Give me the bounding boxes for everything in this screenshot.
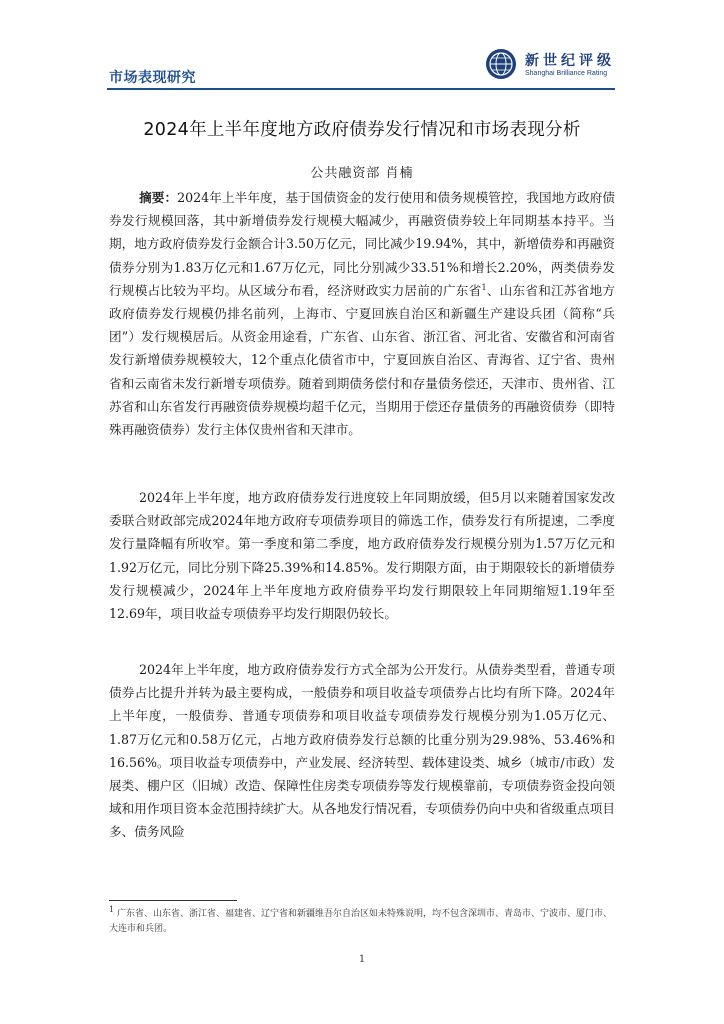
author-line: 公共融资部 肖楠 <box>310 166 414 181</box>
logo-chinese-name: 新世纪评级 <box>525 53 615 69</box>
logo-english-name: Shanghai Brilliance Rating <box>525 70 608 77</box>
abstract-text-part-1: 2024年上半年度，基于国债资金的发行使用和债务规模管控，我国地方政府债券发行规模回落，其中新增债券发行规模大幅减少，再融资债券较上年同期基本持平。当期，地方政府债券发行金额合计3.50万亿元，同比减少19.94%，其中，新增债券和再融资债券分别为1.83万亿元和1.67万亿元，同比分别减少33.51%和增长2.20%，两类债券发行规模占比较为平均。从区域分布看，经济财政实力居前的广东省 <box>109 190 615 298</box>
paragraph-3-text: 2024年上半年度，地方政府债券发行方式全部为公开发行。从债券类型看，普通专项债券占比提升并转为最主要构成，一般债券和项目收益专项债券占比均有所下降。2024年上半年度，一般债券、普通专项债券和项目收益专项债券发行规模分别为1.05万亿元、1.87万亿元和0.58万亿元，占地方政府债券发行总额的比重分别为29.98%、53.46%和16.56%。项目收益专项债券中，产业发展、经济转型、载体建设类、城乡（城市/市政）发展类、棚户区（旧城）改造、保障性住房类专项债券等发行规模靠前，专项债券资金投向领域和用作项目资本金范围持续扩大。从各地发行情况看，专项债券仍向中央和省级重点项目多、债务风险 <box>109 662 615 840</box>
abstract-label: 摘要： <box>139 190 178 205</box>
abstract-text-part-2: 、山东省和江苏省地方政府债券发行规模仍排名前列，上海市、宁夏回族自治区和新疆生产建设兵团（简称“兵团”）发行规模居后。从资金用途看，广东省、山东省、浙江省、河北省、安徽省和河南省发行新增债券规模较大，12个重点化债省市中，宁夏回族自治区、青海省、辽宁省、贵州省和云南省未发行新增专项债券。随着到期债务偿付和存量债务偿还，天津市、贵州省、江苏省和山东省发行再融资债券规模均超千亿元，当期用于偿还存量债务的再融资债券（即特殊再融资债券）发行主体仅贵州省和天津市。 <box>109 282 615 438</box>
section-label: 市场表现研究 <box>109 70 196 86</box>
abstract-paragraph <box>109 186 615 441</box>
footnote-reference[interactable]: 1 <box>481 282 487 292</box>
body-paragraph-3 <box>109 658 615 844</box>
footnote-divider <box>109 900 237 901</box>
footnote-text: 广东省、山东省、浙江省、福建省、辽宁省和新疆维吾尔自治区如未特殊说明，均不包含深圳市、青岛市、宁波市、厦门市、大连市和兵团。 <box>109 909 612 934</box>
footnote-number: 1 <box>109 905 115 914</box>
brand-logo <box>485 48 620 84</box>
body-paragraph-2 <box>109 486 615 625</box>
header-divider <box>107 88 615 90</box>
globe-logo-icon <box>485 48 517 80</box>
paragraph-2-text: 2024年上半年度，地方政府债券发行进度较上年同期放缓，但5月以来随着国家发改委联合财政部完成2024年地方政府专项债券项目的筛选工作，债券发行有所提速，二季度发行量降幅有所收窄。第一季度和第二季度，地方政府债券发行规模分别为1.57万亿元和1.92万亿元，同比分别下降25.39%和14.85%。发行期限方面，由于期限较长的新增债券发行规模减少，2024年上半年度地方政府债券平均发行期限较上年同期缩短1.19年至12.69年，项目收益专项债券平均发行期限仍较长。 <box>109 490 615 622</box>
page-number: 1 <box>358 954 366 965</box>
footnote <box>109 907 615 937</box>
document-title: 2024年上半年度地方政府债券发行情况和市场表现分析 <box>143 120 581 140</box>
page-header <box>0 0 724 92</box>
